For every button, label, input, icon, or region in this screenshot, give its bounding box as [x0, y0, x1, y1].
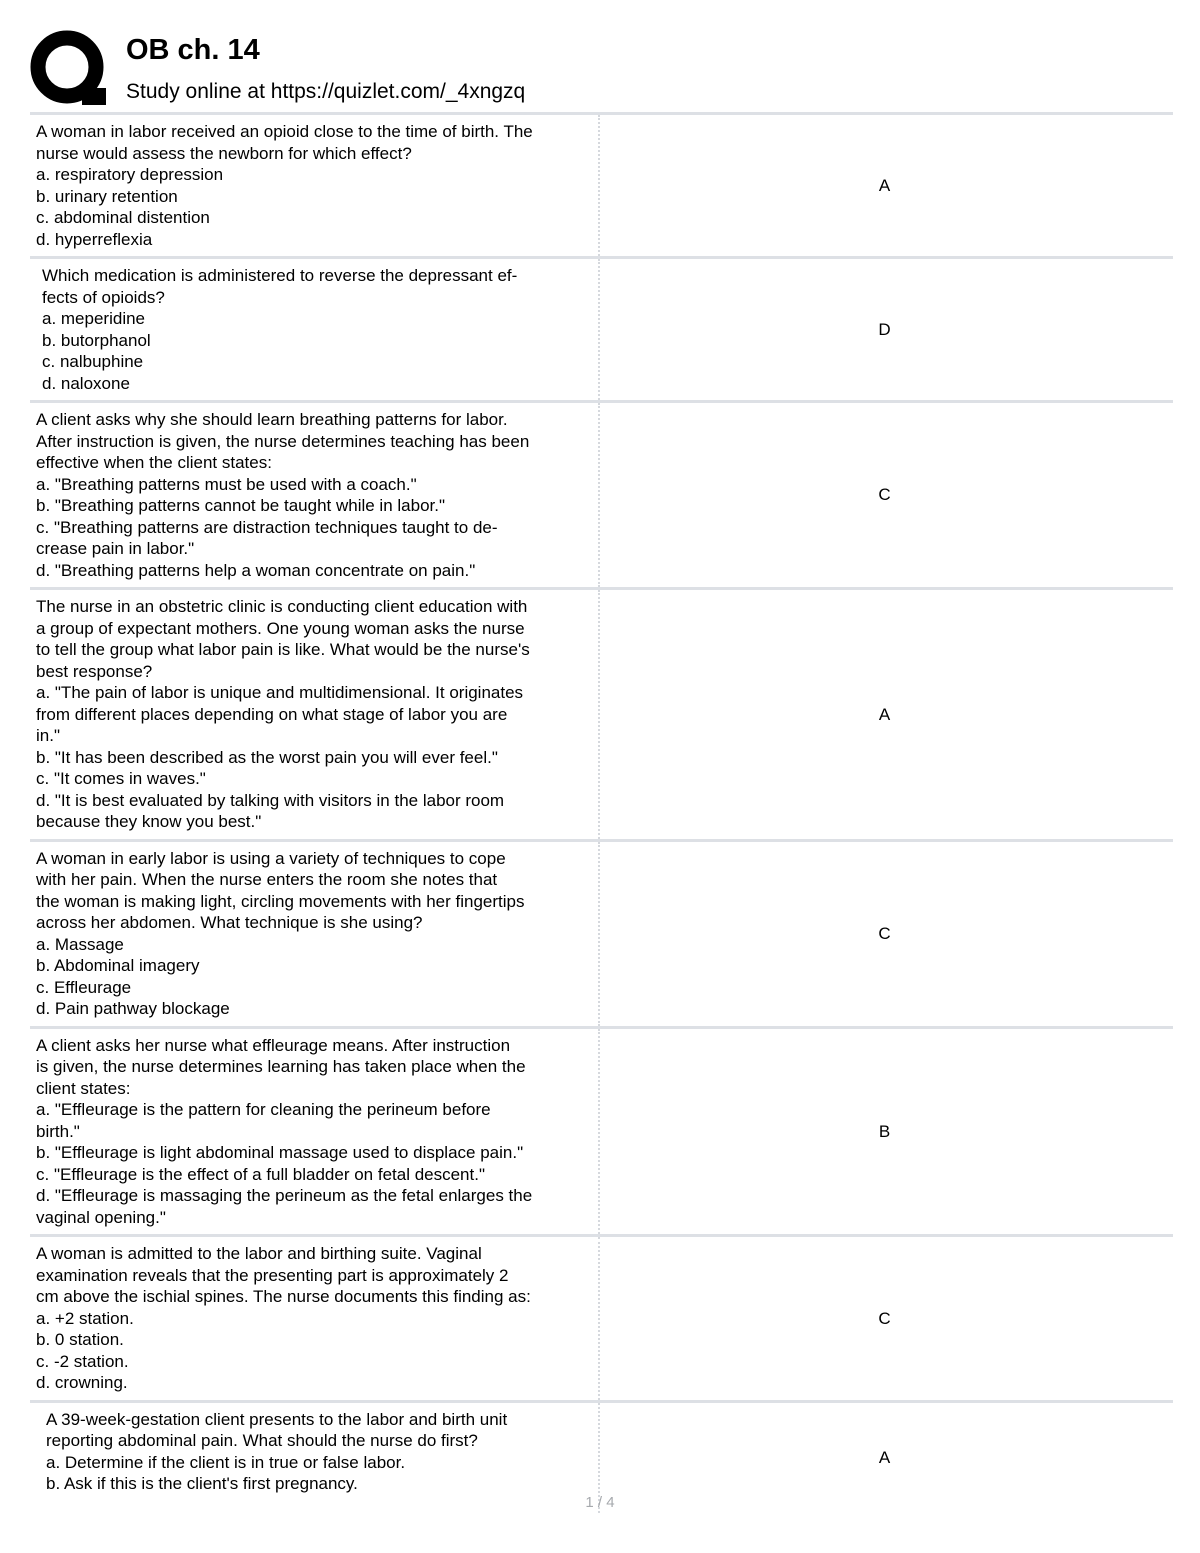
- question-line: A woman in labor received an opioid close to the time of birth. The: [36, 122, 533, 141]
- question-line: a. "Effleurage is the pattern for cleaning the perineum before: [36, 1100, 491, 1119]
- question-line: c. "It comes in waves.": [36, 769, 206, 788]
- question-line: c. abdominal distention: [36, 208, 210, 227]
- page-indicator: 1 / 4: [585, 1494, 615, 1511]
- question-line: c. -2 station.: [36, 1351, 129, 1371]
- question-line: A client asks her nurse what effleurage means. After instruction: [36, 1035, 511, 1055]
- question-line: d. hyperreflexia: [36, 229, 153, 249]
- question-line: b. urinary retention: [36, 186, 178, 206]
- question-line: a. "The pain of labor is unique and multidimensional. It originates: [36, 683, 524, 702]
- question-line: a. "Breathing patterns must be used with a coach.": [36, 474, 417, 494]
- question-line: across her abdomen. What technique is she using?: [36, 913, 423, 932]
- document-header: [0, 0, 1200, 112]
- question-cell: [30, 403, 600, 587]
- question-line: c. "Effleurage is the effect of a full bladder on fetal descent.": [36, 1164, 485, 1184]
- question-line: b. Ask if this is the client's first pregnancy.: [46, 1474, 358, 1493]
- answer-cell: [600, 1029, 1173, 1235]
- question-line: a. respiratory depression: [36, 165, 224, 184]
- flashcard-row: [30, 1237, 1173, 1403]
- answer-cell: [600, 842, 1173, 1026]
- question-line: is given, the nurse determines learning has taken place when the: [36, 1057, 526, 1076]
- answer-text: A: [878, 1447, 891, 1467]
- answer-text: C: [878, 1308, 891, 1328]
- question-line: d. naloxone: [42, 373, 130, 393]
- answer-cell: [600, 403, 1173, 587]
- question-line: best response?: [36, 661, 153, 681]
- question-line: A woman is admitted to the labor and birthing suite. Vaginal: [36, 1244, 482, 1263]
- question-cell: [30, 842, 600, 1026]
- document-title: OB ch. 14: [126, 34, 260, 66]
- flashcard-table: [30, 112, 1173, 1513]
- question-line: to tell the group what labor pain is like. What would be the nurse's: [36, 640, 530, 659]
- question-line: the woman is making light, circling movements with her fingertips: [36, 891, 525, 911]
- question-line: A woman in early labor is using a variety of techniques to cope: [36, 848, 506, 868]
- answer-cell: [600, 115, 1173, 256]
- question-line: reporting abdominal pain. What should the nurse do first?: [46, 1431, 478, 1450]
- quizlet-q-logo-icon: [30, 30, 110, 108]
- question-line: d. "Effleurage is massaging the perineum as the fetal enlarges the: [36, 1186, 533, 1205]
- question-line: effective when the client states:: [36, 453, 272, 472]
- flashcard-row: [30, 115, 1173, 259]
- question-line: a group of expectant mothers. One young woman asks the nurse: [36, 618, 525, 638]
- question-line: client states:: [36, 1078, 131, 1098]
- flashcard-row: [30, 259, 1173, 403]
- answer-text: C: [878, 923, 891, 943]
- question-line: crease pain in labor.": [36, 539, 195, 558]
- flashcard-row: [30, 1029, 1173, 1238]
- question-line: birth.": [36, 1121, 80, 1141]
- question-line: A client asks why she should learn breathing patterns for labor.: [36, 410, 508, 429]
- question-line: b. "Breathing patterns cannot be taught while in labor.": [36, 496, 446, 515]
- answer-text: B: [878, 1121, 891, 1141]
- question-cell: [30, 1237, 600, 1400]
- question-line: nurse would assess the newborn for which effect?: [36, 143, 412, 163]
- question-line: vaginal opening.": [36, 1207, 166, 1227]
- question-line: c. nalbuphine: [42, 352, 144, 371]
- answer-text: A: [878, 175, 891, 195]
- question-cell: [30, 590, 600, 839]
- question-line: b. Abdominal imagery: [36, 956, 200, 975]
- question-line: b. "It has been described as the worst pain you will ever feel.": [36, 747, 498, 767]
- question-line: examination reveals that the presenting part is approximately 2: [36, 1265, 509, 1285]
- question-line: c. Effleurage: [36, 977, 132, 997]
- flashcard-row: [30, 403, 1173, 590]
- question-line: in.": [36, 726, 60, 745]
- answer-text: D: [878, 319, 891, 339]
- document-subtitle: Study online at https://quizlet.com/_4xngzq: [126, 80, 526, 103]
- question-line: The nurse in an obstetric clinic is conducting client education with: [36, 597, 528, 616]
- flashcard-row: [30, 590, 1173, 842]
- question-line: b. 0 station.: [36, 1330, 124, 1349]
- flashcard-row: [30, 842, 1173, 1029]
- question-line: cm above the ischial spines. The nurse documents this finding as:: [36, 1287, 531, 1306]
- question-cell: [30, 259, 600, 400]
- question-line: a. Determine if the client is in true or false labor.: [46, 1452, 406, 1472]
- question-line: b. "Effleurage is light abdominal massage used to displace pain.": [36, 1143, 524, 1162]
- question-line: from different places depending on what stage of labor you are: [36, 704, 508, 724]
- question-line: b. butorphanol: [42, 330, 151, 350]
- question-line: d. "It is best evaluated by talking with visitors in the labor room: [36, 790, 505, 810]
- answer-cell: [600, 1237, 1173, 1400]
- question-line: Which medication is administered to reverse the depressant ef-: [42, 266, 518, 285]
- answer-cell: [600, 590, 1173, 839]
- question-line: a. Massage: [36, 934, 124, 954]
- answer-text: C: [878, 485, 891, 505]
- question-line: d. Pain pathway blockage: [36, 999, 230, 1018]
- question-line: c. "Breathing patterns are distraction techniques taught to de-: [36, 517, 498, 537]
- question-line: a. +2 station.: [36, 1308, 134, 1328]
- answer-text: A: [878, 704, 891, 724]
- question-line: because they know you best.": [36, 812, 262, 831]
- question-cell: [30, 1029, 600, 1235]
- question-line: After instruction is given, the nurse determines teaching has been: [36, 431, 530, 451]
- question-line: a. meperidine: [42, 309, 146, 328]
- question-line: d. "Breathing patterns help a woman concentrate on pain.": [36, 560, 476, 580]
- question-cell: [30, 115, 600, 256]
- question-line: with her pain. When the nurse enters the room she notes that: [36, 870, 498, 889]
- question-line: d. crowning.: [36, 1373, 128, 1392]
- answer-cell: [600, 259, 1173, 400]
- question-line: A 39-week-gestation client presents to the labor and birth unit: [46, 1409, 508, 1429]
- question-line: fects of opioids?: [42, 287, 165, 307]
